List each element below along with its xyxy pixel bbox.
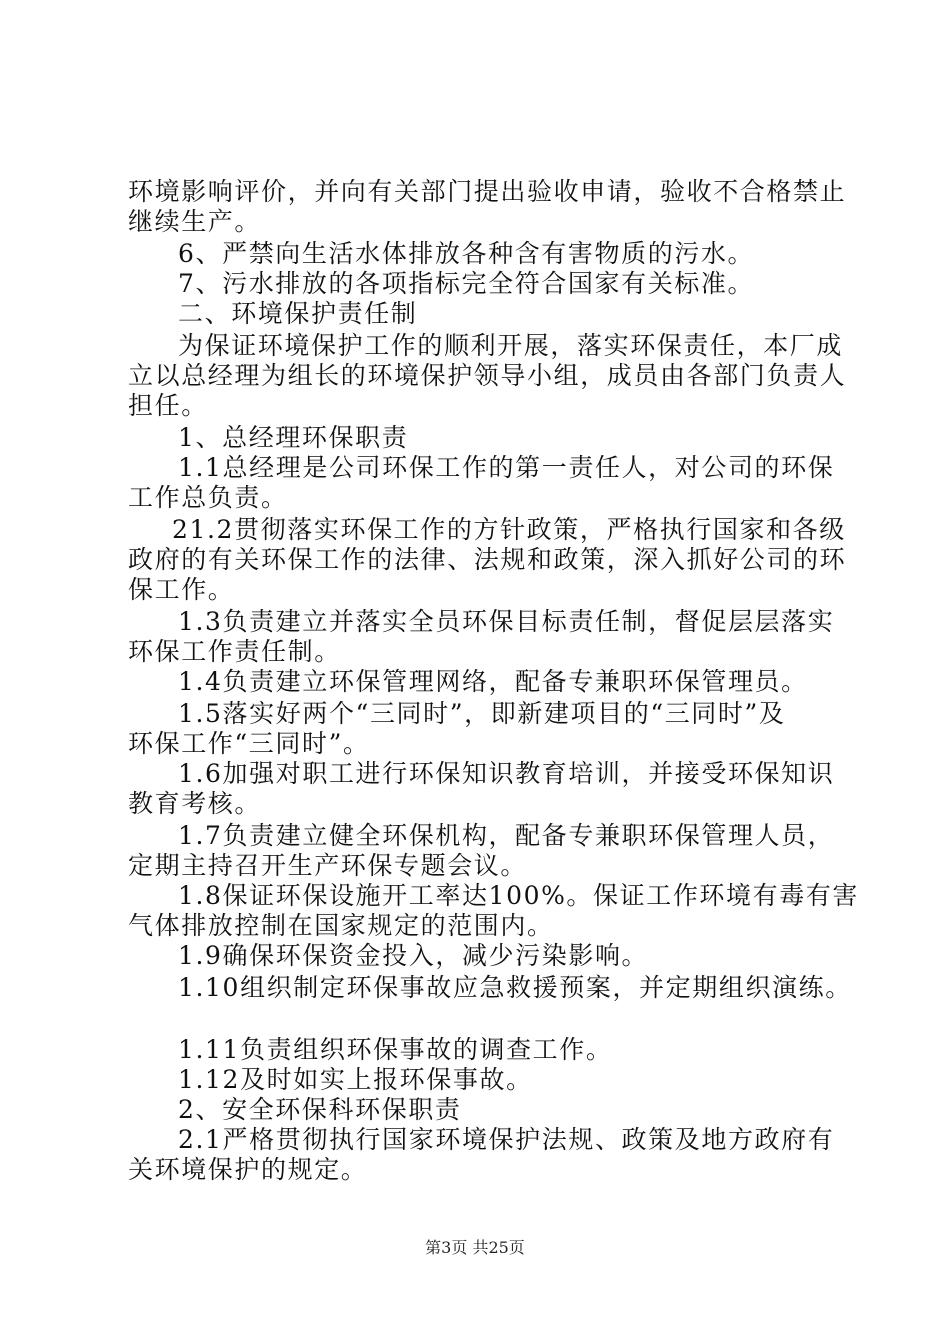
text-line: 立以总经理为组长的环境保护领导小组，成员由各部门负责人 (128, 361, 847, 390)
subsection-heading: 2、安全环保科环保职责 (178, 1095, 462, 1124)
text-line: 1.8保证环保设施开工率达100%。保证工作环境有毒有害 (178, 881, 860, 910)
text-line: 6、严禁向生活水体排放各种含有害物质的污水。 (178, 239, 755, 268)
text-line: 环保工作责任制。 (128, 637, 341, 666)
text-line: 1.11负责组织环保事故的调查工作。 (178, 1035, 613, 1064)
text-line: 政府的有关环保工作的法律、法规和政策，深入抓好公司的环 (128, 545, 847, 574)
text-line: 继续生产。 (128, 207, 262, 236)
text-line: 保工作。 (128, 575, 235, 604)
page-number-footer: 第3页 共25页 (425, 1238, 525, 1257)
text-line: 1.9确保环保资金投入，减少污染影响。 (178, 941, 649, 970)
text-line: 气体排放控制在国家规定的范围内。 (128, 911, 554, 940)
text-line: 定期主持召开生产环保专题会议。 (128, 851, 528, 880)
text-line: 1.4负责建立环保管理网络，配备专兼职环保管理员。 (178, 667, 808, 696)
text-line: 1.3负责建立并落实全员环保目标责任制，督促层层落实 (178, 607, 835, 636)
text-line: 关环境保护的规定。 (128, 1155, 368, 1184)
text-line: 1.10组织制定环保事故应急救援预案，并定期组织演练。 (178, 973, 852, 1002)
text-line: 环保工作“三同时”。 (128, 729, 370, 758)
text-line: 环境影响评价，并向有关部门提出验收申请，验收不合格禁止 (128, 177, 847, 206)
text-line: 1.5落实好两个“三同时”，即新建项目的“三同时”及 (178, 699, 786, 728)
text-line: 1.12及时如实上报环保事故。 (178, 1065, 533, 1094)
text-line: 1.7负责建立健全环保机构，配备专兼职环保管理人员， (178, 821, 835, 850)
subsection-heading: 1、总经理环保职责 (178, 423, 409, 452)
text-line: 7、污水排放的各项指标完全符合国家有关标准。 (178, 269, 755, 298)
text-line: 1.1总经理是公司环保工作的第一责任人，对公司的环保 (178, 453, 835, 482)
section-heading: 二、环境保护责任制 (178, 299, 418, 328)
text-line: 教育考核。 (128, 789, 262, 818)
text-line: 为保证环境保护工作的顺利开展，落实环保责任，本厂成 (178, 331, 844, 360)
text-line: 1.6加强对职工进行环保知识教育培训，并接受环保知识 (178, 759, 835, 788)
text-line: 担任。 (128, 391, 208, 420)
text-line: 2.1严格贯彻执行国家环境保护法规、政策及地方政府有 (178, 1125, 835, 1154)
text-line: 21.2贯彻落实环保工作的方针政策，严格执行国家和各级 (172, 515, 846, 544)
text-line: 工作总负责。 (128, 483, 288, 512)
